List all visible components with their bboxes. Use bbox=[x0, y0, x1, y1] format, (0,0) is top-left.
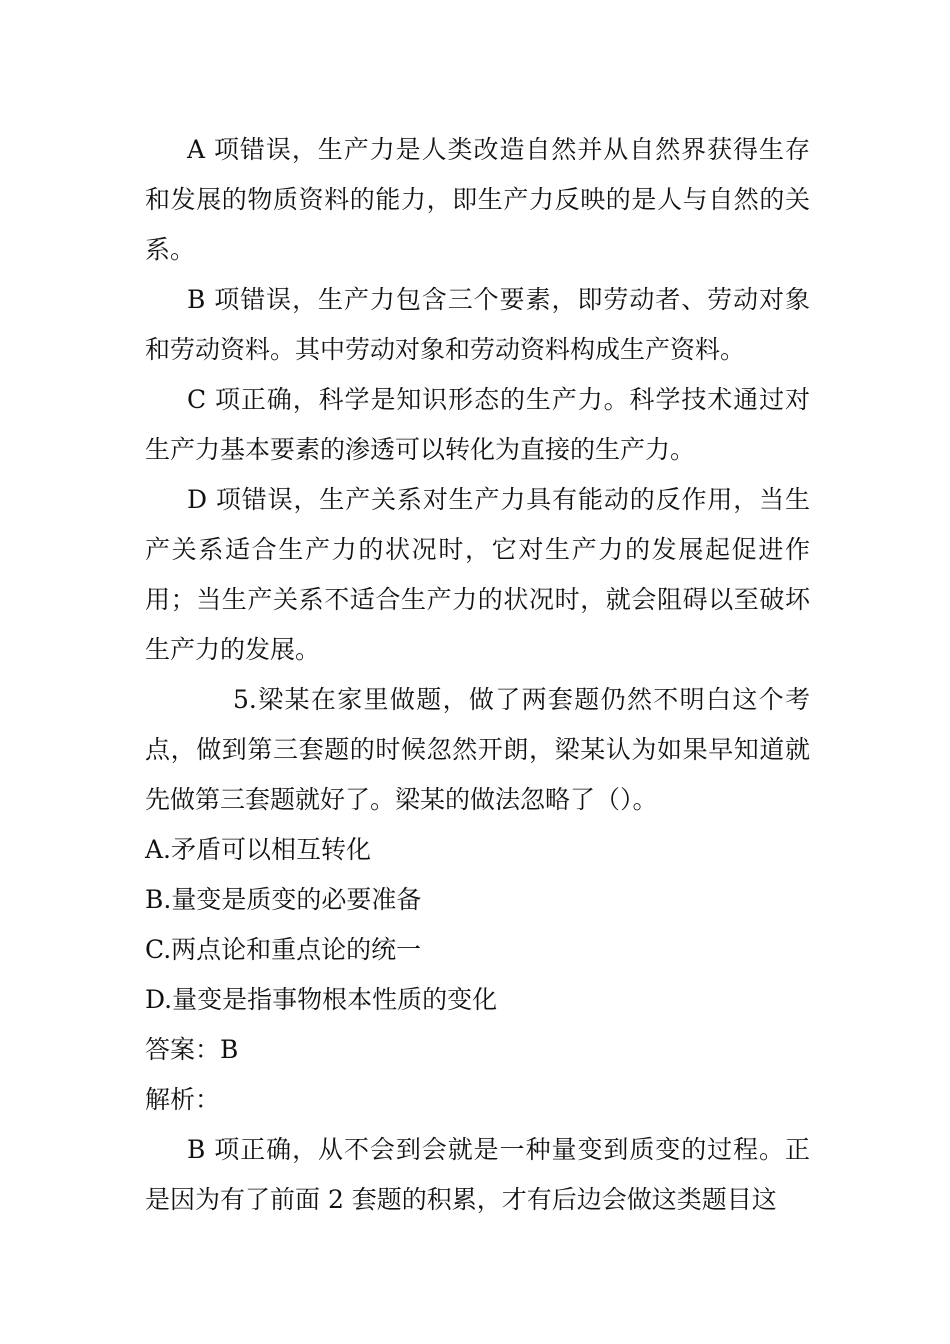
analysis-label: 解析： bbox=[145, 1085, 221, 1114]
question-option-a: A.矛盾可以相互转化 bbox=[145, 835, 372, 864]
question-option-d: D.量变是指事物根本性质的变化 bbox=[145, 985, 498, 1014]
paragraph-option-b-analysis: B 项错误，生产力包含三个要素，即劳动者、劳动对象和劳动资料。其中劳动对象和劳动资料构成生产资料。 bbox=[145, 285, 810, 364]
question-stem: 5.梁某在家里做题，做了两套题仍然不明白这个考点，做到第三套题的时候忽然开朗，梁某认为如果早知道就先做第三套题就好了。梁某的做法忽略了（）。 bbox=[145, 685, 810, 814]
question-option-b: B.量变是质变的必要准备 bbox=[145, 885, 422, 914]
paragraph-option-a-analysis: A 项错误，生产力是人类改造自然并从自然界获得生存和发展的物质资料的能力，即生产力反映的是人与自然的关系。 bbox=[145, 135, 810, 264]
document-body bbox=[145, 125, 810, 1225]
question-option-c: C.两点论和重点论的统一 bbox=[145, 935, 422, 964]
paragraph-option-d-analysis: D 项错误，生产关系对生产力具有能动的反作用，当生产关系适合生产力的状况时，它对生产力的发展起促进作用；当生产关系不适合生产力的状况时，就会阻碍以至破坏生产力的发展。 bbox=[145, 485, 810, 664]
analysis-text: B 项正确，从不会到会就是一种量变到质变的过程。正是因为有了前面 2 套题的积累，才有后边会做这类题目这 bbox=[145, 1135, 810, 1214]
answer-line: 答案：B bbox=[145, 1035, 239, 1064]
paragraph-option-c-analysis: C 项正确，科学是知识形态的生产力。科学技术通过对生产力基本要素的渗透可以转化为直接的生产力。 bbox=[145, 385, 810, 464]
